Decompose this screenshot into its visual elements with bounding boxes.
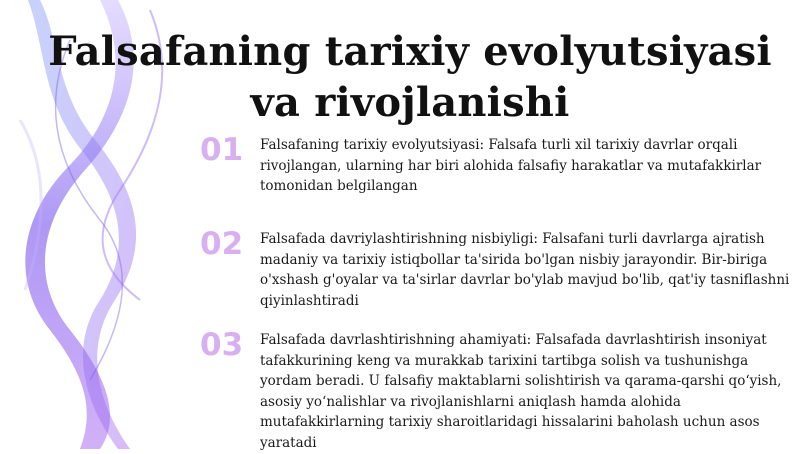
slide-title: Falsafaning tarixiy evolyutsiyasi va rivojlanishi bbox=[48, 28, 772, 126]
item-number: 02 bbox=[200, 226, 244, 262]
item-number: 03 bbox=[200, 327, 244, 363]
item-number: 01 bbox=[200, 132, 244, 168]
item-text: Falsafaning tarixiy evolyutsiyasi: Falsafa turli xil tarixiy davrlar orqali rivojlangan, ularning har biri alohida falsafiy harakatlar va mutafakkirlar tomonidan belgilangan bbox=[260, 137, 762, 195]
item-text: Falsafada davriylashtirishning nisbiyligi: Falsafani turli davrlarga ajratish madaniy va tarixiy istiqbollar ta'sirida bo'lgan nisbiy jarayondir. Bir-biriga o'xshash g'oyalar va ta'sirlar davrlar bo'ylab mavjud bo'lib, qat'iy tasniflashni qiyinlashtiradi bbox=[260, 231, 790, 309]
item-text: Falsafada davrlashtirishning ahamiyati: Falsafada davrlashtirish insoniyat tafakkurining keng va murakkab tarixini tartibga solish va tushunishga yordam beradi. U falsafiy maktablarni solishtirish va qarama-qarshi qo‘yish, asosiy yo‘nalishlar va rivojlanishlarni aniqlash hamda alohida mutafakkirlarning tarixiy sharoitlaridagi hissalarini baholash uchun asos yaratadi bbox=[260, 332, 782, 451]
